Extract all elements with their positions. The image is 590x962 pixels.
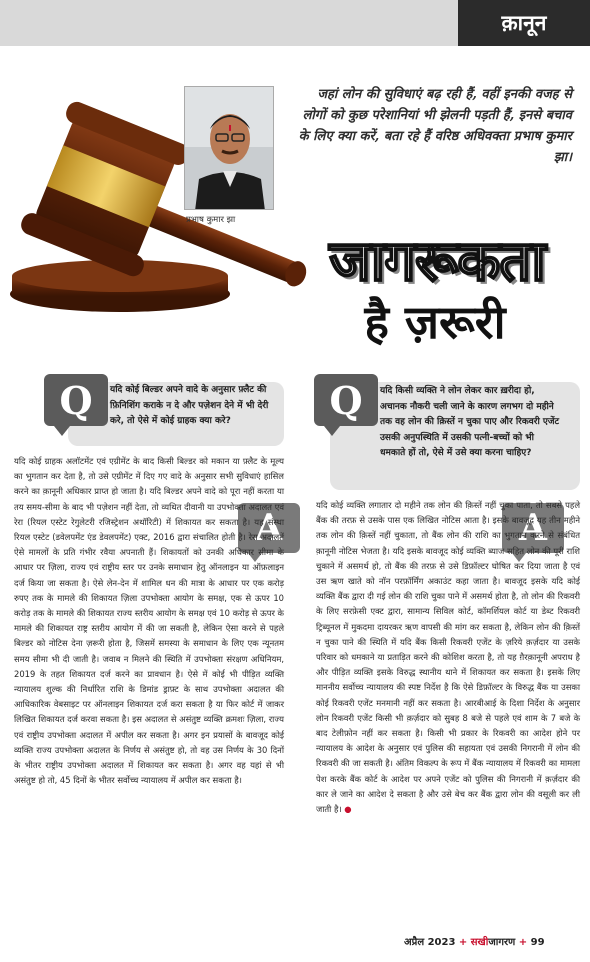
footer-page-number: 99	[530, 937, 545, 948]
author-caption: प्रभाष कुमार झा	[186, 215, 236, 225]
question-text: यदि किसी व्यक्ति ने लोन लेकर कार ख़रीदा हो, अचानक नौकरी चली जाने के कारण लगभग दो महीने तक वह लोन की क़िस्तें न चुका पाए और रिकवरी एजेंट उसकी अनुपस्थिति में उसकी पत्नी-बच्चों को भी धमकाते हों तो, ऐसे में उसे क्या करना चाहिए?	[380, 386, 560, 458]
q-speech-bubble-icon: Q	[44, 374, 108, 426]
answer-text: यदि कोई ग्राहक अलॉटमेंट एवं एग्रीमेंट के बाद किसी बिल्डर को मकान या फ़्लैट के मूल्य का भुगतान कर देता है, तो उसे एग्रीमेंट में दिए गए वादे के अनुसार सभी सुविधाएं हासिल करने का क़ानूनी अधिकार प्राप्त हो जाता है। यदि बिल्डर अपने वादे को पूरा नहीं करता या तय समय-सीमा के बाद भी पज़ेशन नहीं देता, तो व्यथित दीवानी या उपभोक्ता अदालत एवं रेरा (रियल एस्टेट रेगुलेटरी रजिस्ट्रेशन अथॉरिटी) में शिकायत कर सकता है। यह संस्था रियल एस्टेट (डवेलपमेंट एंड डेवलपमेंट) एक्ट, 2016 द्वारा संचालित होती है। रेरा अदालतें ऐसे मामलों के प्रति गंभीर रवैया अपनाती हैं। शिकायतों को उनकी अधिकार सीमा के आधार पर ज़िला, राज्य एवं राष्ट्रीय स्तर पर उनके समाधान हेतु ऑनलाइन या ऑफ़लाइन दर्ज किया जा सकता है। ऐसे लेन-देन में शामिल धन की मात्रा के आधार पर एक करोड़ रुपए तक के मामले की शिकायत ज़िला उपभोक्ता आयोग के समक्ष, एक से ऊपर 10 करोड़ तक के मामले की शिकायत राज्य स्तरीय आयोग के समक्ष एवं 10 करोड़ से ऊपर के मामले की शिकायत राष्ट्र स्तरीय आयोग में की जा सकती है, लेकिन ऐसा करने से पहले बिल्डर को नोटिस देना ज़रूरी होता है, जिसमें समस्या के समाधान के लिए एक न्यूनतम समय सीमा भी दी जाती है। जवाब न मिलने की स्थिति में उपभोक्ता संरक्षण अधिनियम, 2019 के तहत शिकायत दर्ज करने का प्रावधान है। ऐसे में कोई भी पीड़ित व्यक्ति न्यायालय शुल्क की निर्धारित राशि के डिमांड ड्राफ़्ट के साथ उपभोक्ता अदालत की आधिकारिक वेबसाइट पर ऑनलाइन शिकायत दर्ज करा सकता है या फिर कोर्ट में जाकर लिखित शिकायत दर्ज करवा सकता है। इस अदालत से असंतुष्ट व्यक्ति क्रमशः ज़िला, राज्य एवं राष्ट्रीय उपभोक्ता अदालत में अपील कर सकता है। अगर इन प्रयासों के बावजूद कोई व्यक्ति राज्य उपभोक्ता अदालत के निर्णय से असंतुष्ट हो, तो वह उस निर्णय के 30 दिनों के भीतर राष्ट्रीय उपभोक्ता अदालत में शिकायत कर सकता है। अगर वह यहां से भी असंतुष्ट हो तो, 45 दिनों के भीतर सर्वोच्च न्यायालय में अपील कर सकता है।	[14, 456, 284, 786]
a-speech-bubble-icon: A	[502, 503, 564, 553]
footer-magazine: जागरण	[488, 937, 516, 948]
end-mark-icon: ●	[341, 804, 352, 815]
page-footer	[404, 934, 545, 948]
footer-brand: सखी	[470, 937, 489, 948]
a-speech-bubble-icon: A	[238, 503, 300, 553]
footer-separator: +	[518, 937, 528, 948]
headline-line-2: है ज़रूरी	[364, 295, 506, 349]
footer-month: अप्रैल 2023	[404, 937, 456, 948]
answer-text: यदि कोई व्यक्ति लगातार दो महीने तक लोन की क़िस्तें नहीं चुका पाता, तो सबसे पहले बैंक की तरफ़ से उसके पास एक लिखित नोटिस आता है। इसके बावजूद यह तीन महीने तक लोन की क़िस्तें नहीं चुकाता, तो बैंक लोन की राशि का भुगतान करने से संबंधित क़ानूनी नोटिस भेजता है। यदि इसके बावजूद कोई व्यक्ति ब्याज सहित लोन की पूरी राशि चुकाने में असमर्थ हो, तो बैंक की तरफ़ से उसे डिफ़ॉल्टर घोषित कर दिया जाता है एवं उस ऋण खाते को नॉन परफ़ॉर्मिंग अकाउंट कहा जाता है। बावजूद इसके यदि कोई व्यक्ति बैंक द्वारा दी गई लोन की राशि चुका पाने में असमर्थ होता है, तो लोन की रिकवरी के लिए सरफ़ेसी एक्ट द्वारा, सामान्य सिविल कोर्ट, कॉमर्शियल कोर्ट या डेब्ट रिकवरी ट्रिब्यूनल में मुकदमा दायरकर ऋण वापसी की मांग कर सकता है, लेकिन लोन की क़िस्तें न चुका पाने की स्थिति में यदि बैंक किसी रिकवरी एजेंट के ज़रिये क़र्ज़दार या उसके परिवार को धमकाने या प्रताड़ित करने की कोशिश करता है, तो यह ग़ैरक़ानूनी अपराध है और पीड़ित व्यक्ति इसके विरुद्ध स्थानीय थाने में शिकायत कर सकता है। इसके लिए माननीय सर्वोच्च न्यायालय की स्पष्ट निर्देश है कि ऐसे डिफ़ॉल्टर के विरुद्ध बैंक या उसका कोई रिकवरी एजेंट मनमानी नहीं कर सकता है। आरबीआई के दिशा निर्देश के अनुसार लोन रिकवरी एजेंट किसी भी क़र्ज़दार को सुबह 8 बजे से पहले एवं शाम के 7 बजे के बाद टेलीफ़ोन नहीं कर सकता है। किसी भी प्रकार के रिकवरी का आदेश होने पर न्यायालय के आदेश के अनुसार एवं पुलिस की सहायता एवं उसकी निगरानी में लोन की रिकवरी की जा सकती है। अंतिम विकल्प के रूप में बैंक न्यायालय में रिकवरी का मामला पेश करके बैंक कोर्ट के आदेश पर अपने एजेंट को पुलिस की निगरानी में क़र्ज़दार की कार ले जाने का आदेश दे सकता है और उसे बेच कर बैंक द्वारा लोन की वसूली कर ली जाती है। ●	[316, 500, 580, 815]
headline-line-1: जागरूकता	[329, 229, 545, 294]
section-tag: क़ानून	[458, 0, 590, 46]
author-portrait	[185, 87, 274, 210]
author-photo	[184, 86, 274, 210]
question-text: यदि कोई बिल्डर अपने वादे के अनुसार फ़्लैट की फ़िनिशिंग कराके न दे और पज़ेशन देने में भी देरी करे, तो ऐसे में कोई ग्राहक क्या करे?	[110, 385, 269, 426]
footer-separator: +	[458, 937, 468, 948]
intro-text: जहां लोन की सुविधाएं बढ़ रही हैं, वहीं इनकी वजह से लोगों को कुछ परेशानियां भी झेलनी पड़ती हैं, इनसे बचाव के लिए क्या करें, बता रहे हैं वरिष्ठ अधिवक्ता प्रभाष कुमार झा।	[298, 87, 572, 165]
q-speech-bubble-icon: Q	[314, 374, 378, 426]
